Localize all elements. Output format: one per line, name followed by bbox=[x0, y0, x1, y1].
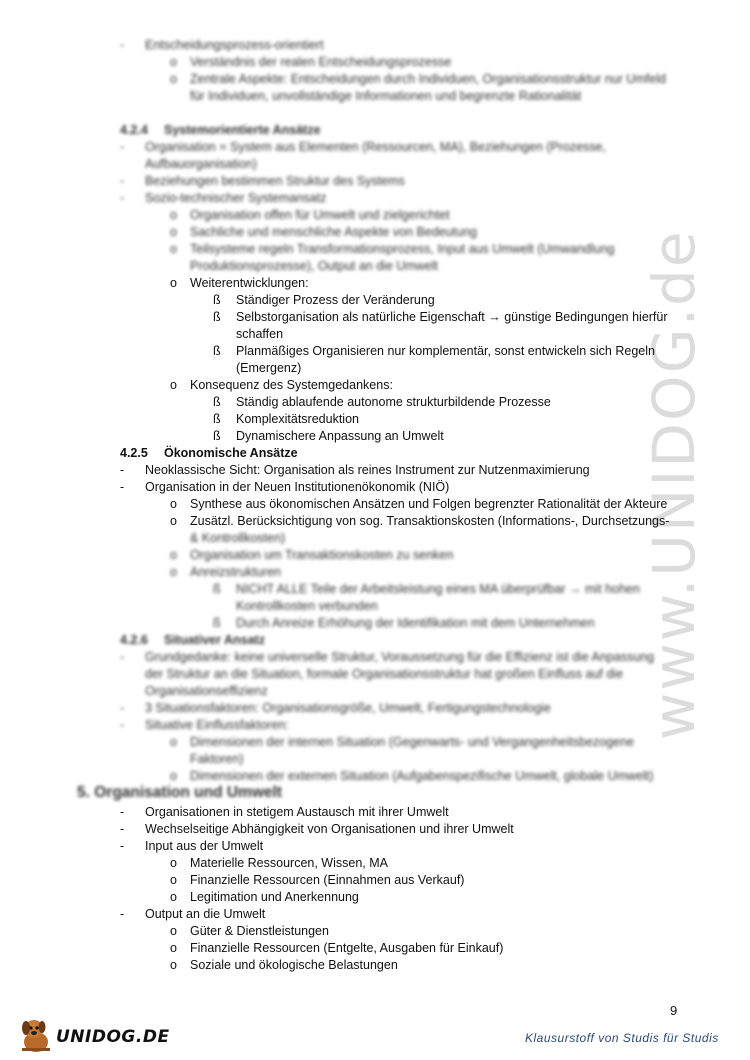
text-line: Teilsysteme regeln Transformationsprozess, Input aus Umwelt (Umwandlung bbox=[190, 242, 615, 256]
text-line: & Kontrollkosten) bbox=[190, 531, 286, 545]
unidog-logo bbox=[16, 1015, 170, 1055]
text-line: Materielle Ressourcen, Wissen, MA bbox=[190, 856, 388, 870]
text-line: (Emergenz) bbox=[236, 361, 302, 375]
bullet-dash: - bbox=[120, 718, 125, 732]
bullet-dash: - bbox=[120, 38, 125, 52]
text-line: Situative Einflussfaktoren: bbox=[145, 718, 289, 732]
text-line: Sozio-technischer Systemansatz bbox=[145, 191, 327, 205]
text-line: Organisationen in stetigem Austausch mit ihrer Umwelt bbox=[145, 805, 449, 819]
watermark: www.UNIDOG.de bbox=[640, 229, 708, 740]
text-line: Organisation in der Neuen Institutionenökonomik (NIÖ) bbox=[145, 480, 450, 494]
text-line: schaffen bbox=[236, 327, 284, 341]
footer-tagline: Klausurstoff von Studis für Studis bbox=[525, 1031, 719, 1045]
text-line: Organisationseffizienz bbox=[145, 684, 268, 698]
section-heading: 4.2.6 Situativer Ansatz bbox=[120, 633, 265, 647]
text-line: 3 Situationsfaktoren: Organisationsgröße, Umwelt, Fertigungstechnologie bbox=[145, 701, 551, 715]
text-line: Produktionsprozesse), Output an die Umwelt bbox=[190, 259, 439, 273]
bullet-square: ß bbox=[213, 412, 221, 426]
text-line: NICHT ALLE Teile der Arbeitsleistung eines MA überprüfbar → mit hohen bbox=[236, 582, 640, 596]
bullet-dash: - bbox=[120, 463, 125, 477]
bullet-dash: - bbox=[120, 650, 125, 664]
bullet-circle: o bbox=[170, 208, 177, 222]
bullet-dash: - bbox=[120, 822, 125, 836]
text-line: Organisation offen für Umwelt und zielgerichtet bbox=[190, 208, 450, 222]
text-line: Verständnis der realen Entscheidungsprozesse bbox=[190, 55, 452, 69]
bullet-circle: o bbox=[170, 873, 177, 887]
text-line: Neoklassische Sicht: Organisation als reines Instrument zur Nutzenmaximierung bbox=[145, 463, 590, 477]
text-line: Organisation um Transaktionskosten zu senken bbox=[190, 548, 454, 562]
bullet-circle: o bbox=[170, 769, 177, 783]
text-line: Synthese aus ökonomischen Ansätzen und Folgen begrenzter Rationalität der Akteure bbox=[190, 497, 668, 511]
bullet-circle: o bbox=[170, 497, 177, 511]
text-line: Weiterentwicklungen: bbox=[190, 276, 309, 290]
logo-text: UNIDOG.DE bbox=[56, 1027, 170, 1047]
text-line: Beziehungen bestimmen Struktur des Systems bbox=[145, 174, 405, 188]
bullet-circle: o bbox=[170, 514, 177, 528]
text-line: Legitimation und Anerkennung bbox=[190, 890, 359, 904]
text-line: Soziale und ökologische Belastungen bbox=[190, 958, 398, 972]
bullet-square: ß bbox=[213, 344, 221, 358]
bullet-square: ß bbox=[213, 582, 221, 596]
chapter-heading: 5. Organisation und Umwelt bbox=[77, 784, 282, 801]
bullet-circle: o bbox=[170, 924, 177, 938]
text-line: Komplexitätsreduktion bbox=[236, 412, 359, 426]
bullet-dash: - bbox=[120, 907, 125, 921]
text-line: Kontrollkosten verbunden bbox=[236, 599, 378, 613]
bullet-circle: o bbox=[170, 378, 177, 392]
text-line: Dynamischere Anpassung an Umwelt bbox=[236, 429, 444, 443]
bullet-square: ß bbox=[213, 310, 221, 324]
text-line: Output an die Umwelt bbox=[145, 907, 266, 921]
text-line: Anreizstrukturen bbox=[190, 565, 282, 579]
text-line: Input aus der Umwelt bbox=[145, 839, 264, 853]
bullet-square: ß bbox=[213, 616, 221, 630]
text-line: Planmäßiges Organisieren nur komplementär, sonst entwickeln sich Regeln bbox=[236, 344, 655, 358]
text-line: Güter & Dienstleistungen bbox=[190, 924, 329, 938]
bullet-circle: o bbox=[170, 72, 177, 86]
bullet-circle: o bbox=[170, 225, 177, 239]
text-line: Organisation = System aus Elementen (Ressourcen, MA), Beziehungen (Prozesse, bbox=[145, 140, 606, 154]
text-line: Entscheidungsprozess-orientiert bbox=[145, 38, 324, 52]
section-heading: 4.2.4 Systemorientierte Ansätze bbox=[120, 123, 321, 137]
bullet-circle: o bbox=[170, 548, 177, 562]
bullet-square: ß bbox=[213, 429, 221, 443]
bullet-circle: o bbox=[170, 55, 177, 69]
text-line: Durch Anreize Erhöhung der Identifikation mit dem Unternehmen bbox=[236, 616, 595, 630]
bullet-dash: - bbox=[120, 174, 125, 188]
bullet-dash: - bbox=[120, 480, 125, 494]
bullet-dash: - bbox=[120, 839, 125, 853]
page-number: 9 bbox=[670, 1003, 678, 1018]
bullet-dash: - bbox=[120, 805, 125, 819]
text-line: Finanzielle Ressourcen (Entgelte, Ausgaben für Einkauf) bbox=[190, 941, 504, 955]
bullet-circle: o bbox=[170, 856, 177, 870]
bullet-square: ß bbox=[213, 293, 221, 307]
text-line: Wechselseitige Abhängigkeit von Organisationen und ihrer Umwelt bbox=[145, 822, 514, 836]
bullet-dash: - bbox=[120, 191, 125, 205]
text-line: Konsequenz des Systemgedankens: bbox=[190, 378, 393, 392]
bullet-dash: - bbox=[120, 701, 125, 715]
bullet-dash: - bbox=[120, 140, 125, 154]
text-line: Faktoren) bbox=[190, 752, 244, 766]
text-line: Dimensionen der externen Situation (Aufgabenspezifische Umwelt, globale Umwelt) bbox=[190, 769, 654, 783]
bullet-circle: o bbox=[170, 941, 177, 955]
text-line: Ständig ablaufende autonome strukturbildende Prozesse bbox=[236, 395, 551, 409]
text-line: Selbstorganisation als natürliche Eigenschaft → günstige Bedingungen hierfür bbox=[236, 310, 668, 324]
bullet-circle: o bbox=[170, 958, 177, 972]
bullet-circle: o bbox=[170, 735, 177, 749]
text-line: Sachliche und menschliche Aspekte von Bedeutung bbox=[190, 225, 477, 239]
text-line: Zentrale Aspekte: Entscheidungen durch Individuen, Organisationsstruktur nur Umfeld bbox=[190, 72, 666, 86]
section-heading: 4.2.5 Ökonomische Ansätze bbox=[120, 446, 298, 460]
text-line: der Struktur an die Situation, formale Organisationsstruktur hat großen Einfluss auf die bbox=[145, 667, 624, 681]
bullet-circle: o bbox=[170, 890, 177, 904]
bullet-circle: o bbox=[170, 242, 177, 256]
bullet-circle: o bbox=[170, 565, 177, 579]
bullet-square: ß bbox=[213, 395, 221, 409]
text-line: Finanzielle Ressourcen (Einnahmen aus Verkauf) bbox=[190, 873, 465, 887]
dog-mascot-icon bbox=[16, 1015, 56, 1055]
bullet-circle: o bbox=[170, 276, 177, 290]
text-line: Grundgedanke: keine universelle Struktur, Voraussetzung für die Effizienz ist die Anpassung bbox=[145, 650, 655, 664]
text-line: Ständiger Prozess der Veränderung bbox=[236, 293, 435, 307]
text-line: Aufbauorganisation) bbox=[145, 157, 257, 171]
text-line: Dimensionen der internen Situation (Gegenwarts- und Vergangenheitsbezogene bbox=[190, 735, 635, 749]
text-line: Zusätzl. Berücksichtigung von sog. Transaktionskosten (Informations-, Durchsetzungs- bbox=[190, 514, 670, 528]
text-line: für Individuen, unvollständige Informationen und begrenzte Rationalität bbox=[190, 89, 582, 103]
